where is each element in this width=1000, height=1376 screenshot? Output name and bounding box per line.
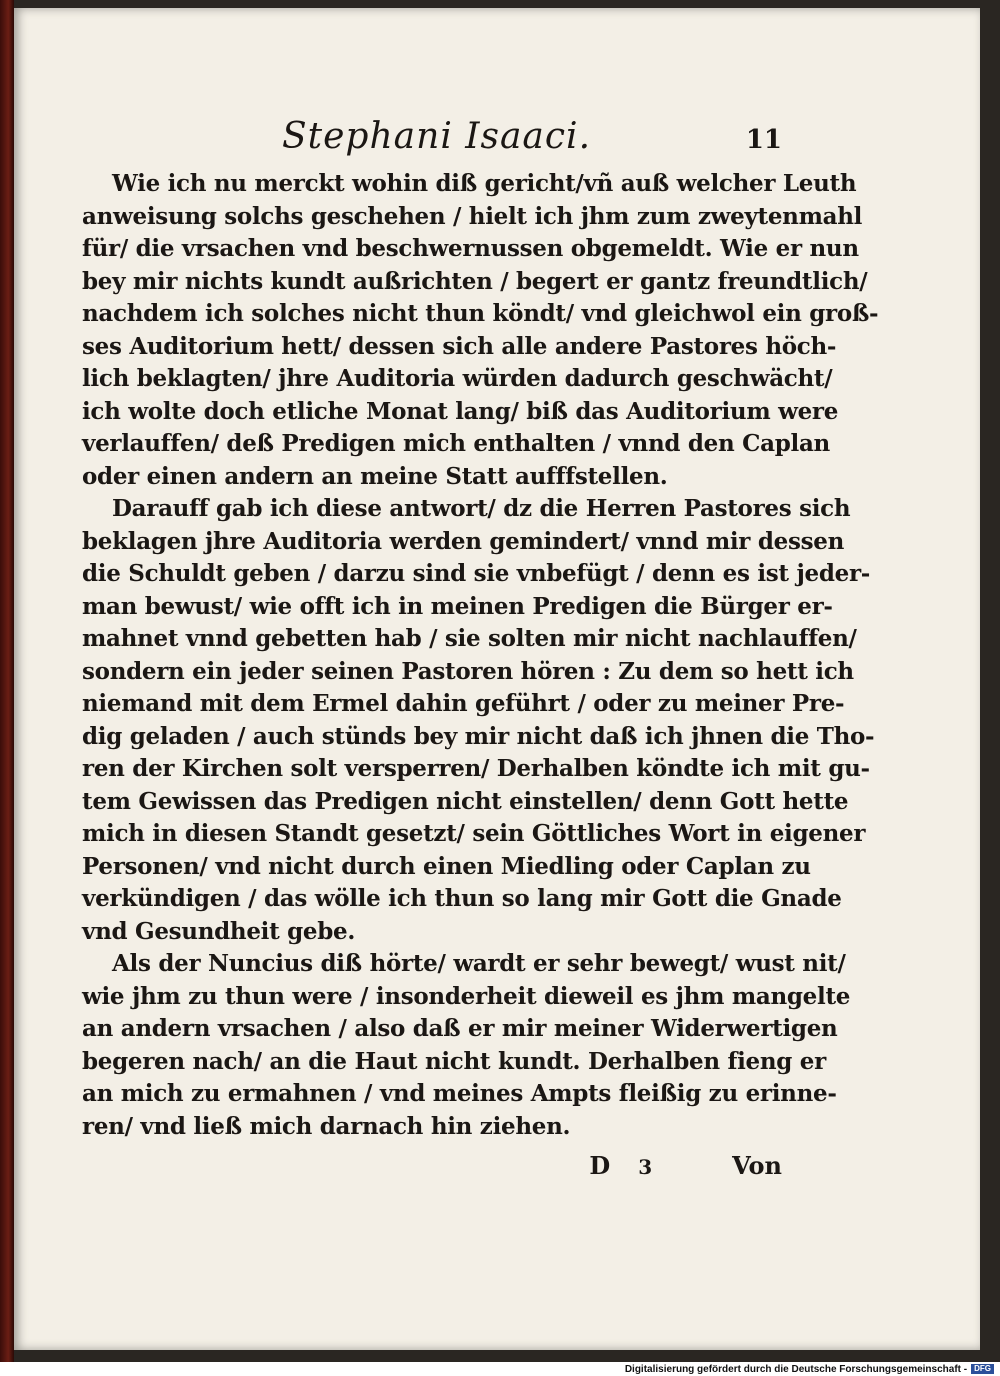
text-line: mahnet vnnd gebetten hab / sie solten mir nicht nachlauffen/ — [82, 625, 857, 652]
book-page — [14, 8, 980, 1350]
text-line: tem Gewissen das Predigen nicht einstellen/ denn Gott hette — [82, 787, 849, 815]
running-title: Stephani Isaaci. — [282, 116, 592, 157]
text-line: anweisung solchs geschehen / hielt ich jhm zum zweytenmahl — [82, 202, 863, 230]
text-line: verkündigen / das wölle ich thun so lang mir Gott die Gnade — [82, 885, 842, 912]
text-line: Personen/ vnd nicht durch einen Miedling oder Caplan zu — [82, 852, 811, 880]
text-line: ich wolte doch etliche Monat lang/ biß das Auditorium were — [82, 397, 839, 425]
dfg-footer — [0, 1362, 1000, 1376]
text-line: verlauffen/ deß Predigen mich enthalten / vnnd den Caplan — [82, 430, 830, 457]
text-line: bey mir nichts kundt außrichten / begert er gantz freundtlich/ — [82, 267, 868, 295]
text-line: ren/ vnd ließ mich darnach hin ziehen. — [82, 1112, 571, 1140]
text-line: oder einen andern an meine Statt aufffstellen. — [82, 462, 668, 490]
signature-letter: D — [589, 1151, 611, 1180]
text-line: ren der Kirchen solt versperren/ Derhalben köndte ich mit gu- — [82, 755, 870, 782]
paragraph-3 — [82, 948, 851, 1143]
text-line: beklagen jhre Auditoria werden gemindert/ vnnd mir dessen — [82, 527, 844, 555]
paragraph-1 — [82, 168, 879, 493]
text-block — [82, 116, 879, 1180]
text-line: an mich zu ermahnen / vnd meines Ampts fleißig zu erinne- — [82, 1080, 837, 1107]
text-line: dig geladen / auch stünds bey mir nicht daß ich jhnen die Tho- — [82, 722, 875, 750]
text-line: Wie ich nu merckt wohin diß gericht/vñ auß welcher Leuth — [112, 170, 857, 197]
text-line: sondern ein jeder seinen Pastoren hören : Zu dem so hett ich — [82, 657, 854, 685]
paragraph-2 — [82, 493, 875, 948]
page-foot — [82, 1151, 782, 1180]
text-line: wie jhm zu thun were / insonderheit dieweil es jhm mangelte — [82, 982, 851, 1010]
text-line: Als der Nuncius diß hörte/ wardt er sehr bewegt/ wust nit/ — [112, 950, 846, 977]
text-line: für/ die vrsachen vnd beschwernussen obgemeldt. Wie er nun — [82, 235, 859, 262]
catchword: Von — [732, 1151, 782, 1180]
text-line: begeren nach/ an die Haut nicht kundt. Derhalben fieng er — [82, 1047, 826, 1075]
text-line: die Schuldt geben / darzu sind sie vnbefügt / denn es ist jeder- — [82, 560, 871, 587]
text-line: man bewust/ wie offt ich in meinen Predigen die Bürger er- — [82, 592, 833, 620]
text-line: niemand mit dem Ermel dahin geführt / oder zu meiner Pre- — [82, 690, 845, 717]
book-spine — [0, 0, 14, 1362]
dfg-logo: DFG — [971, 1364, 994, 1374]
signature-mark — [589, 1151, 652, 1180]
page-number: 11 — [745, 125, 782, 155]
text-line: vnd Gesundheit gebe. — [82, 917, 356, 945]
text-line: Darauff gab ich diese antwort/ dz die Herren Pastores sich — [112, 495, 851, 522]
text-line: ses Auditorium hett/ dessen sich alle andere Pastores höch- — [82, 332, 837, 360]
text-line: lich beklagten/ jhre Auditoria würden dadurch geschwächt/ — [82, 365, 833, 392]
text-line: an andern vrsachen / also daß er mir meiner Widerwertigen — [82, 1015, 838, 1042]
running-head — [82, 116, 782, 168]
signature-number: 3 — [638, 1155, 653, 1179]
text-line: mich in diesen Standt gesetzt/ sein Göttliches Wort in eigener — [82, 820, 866, 847]
funding-notice: Digitalisierung gefördert durch die Deutsche Forschungsgemeinschaft - — [624, 1363, 968, 1375]
text-line: nachdem ich solches nicht thun köndt/ vnd gleichwol ein groß- — [82, 300, 879, 327]
